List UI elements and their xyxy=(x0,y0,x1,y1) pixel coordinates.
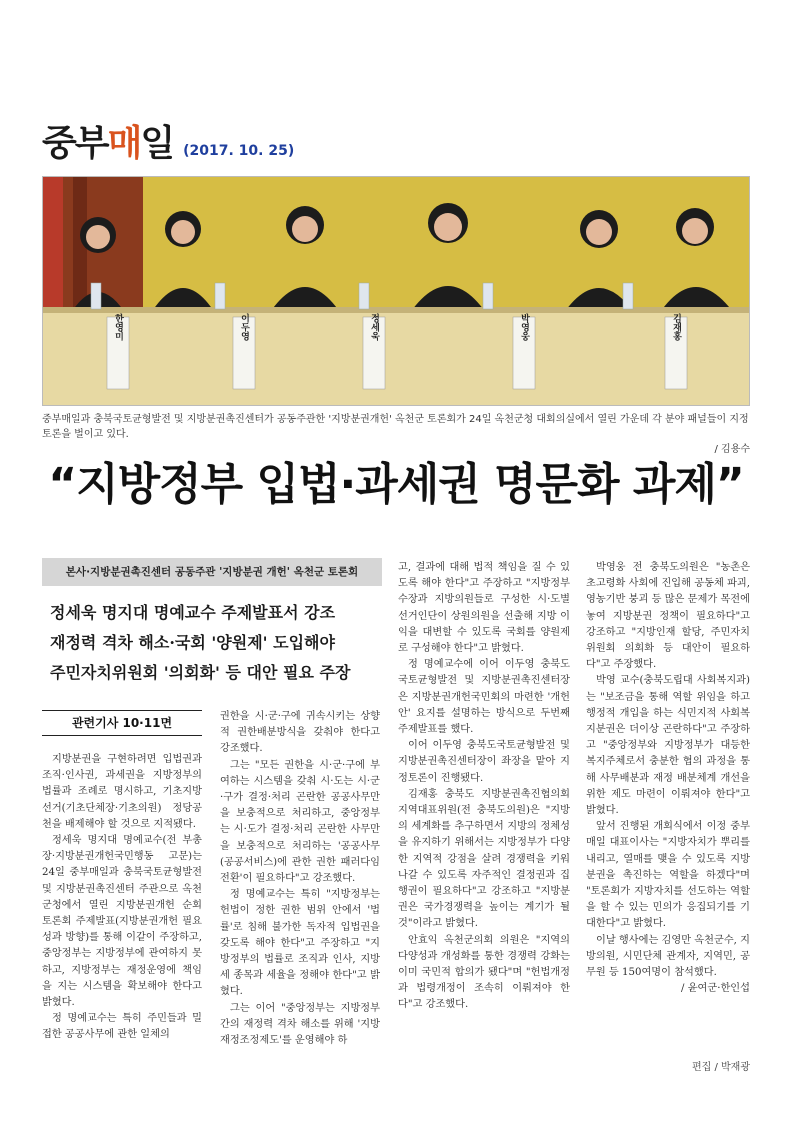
paragraph: 권한을 시·군·구에 귀속시키는 상향적 권한배분방식을 갖춰야 한다고 강조했다. xyxy=(220,711,380,755)
paragraph: 김재홍 충북도 지방분권촉진협의회 지역대표위원(전 충북도의원)은 "지방의 세계화를 추구하면서 지방의 정체성을 유지하기 위해서는 지방정부가 다양한 지역적 강점을 살려 경쟁력을 키워 나갈 수 있도록 자주적인 결정권과 집행권이 필요하다"고 강조하고 "지방분권은 국가경쟁력을 높이는 계기가 될 것"이라고 밝혔다. xyxy=(398,788,570,930)
headline: “지방정부 입법·과세권 명문화 과제” xyxy=(48,459,744,510)
subhead: 재정력 격차 해소·국회 '양원제' 도입해야 xyxy=(50,633,335,652)
paragraph: 안효익 옥천군의회 의원은 "지역의 다양성과 개성화를 통한 경쟁력 강화는 이미 국민적 합의가 됐다"며 "헌법개정과 법령개정이 조속히 이뤄져야 한다"고 강조했다. xyxy=(398,934,570,1011)
paragraph: 박영 교수(충북도립대 사회복지과)는 "보조금을 통해 역할 위임을 하고 행정적 개입을 하는 식민지적 사회복지분권은 더이상 곤란하다"고 주장하고 "중앙정부와 지방정부가 대등한 복지주체로서 충분한 협의 과정을 통해 사무배분과 재정 배분체계 개선을 위한 제도 마련이 이뤄져야 한다"고 밝혔다. xyxy=(586,675,750,817)
nameplate-label: 정세욱 xyxy=(369,313,379,341)
byline: / 윤여군·한인섭 xyxy=(681,983,750,995)
paragraph: 정 명예교수에 이어 이두영 충북도 국토균형발전 및 지방분권촉진센터장은 지방분권개헌국민회의 마련한 '개헌안' 요지를 설명하는 방식으로 두번째 주제발표를 했다. xyxy=(398,659,570,736)
kicker-banner: 본사·지방분권촉진센터 공동주관 '지방분권 개헌' 옥천군 토론회 xyxy=(42,558,382,586)
paragraph: 정세욱 명지대 명예교수(전 부총장·지방분권개헌국민행동 고문)는 24일 중부매일과 충북국토균형발전 및 지방분권촉진센터 주관으로 옥천군청에서 열린 지방분권개헌 순회 토론회 주제발표(지방분권개헌 필요성과 방향)를 통해 이같이 주장하고, 중앙정부는 지방정부에 관여하지 못하고, 지방정부는 재정운영에 책임을 지는 시스템을 확보해야 한다고 밝혔다. xyxy=(42,835,202,1009)
paragraph: 지방분권을 구현하려면 입법권과 조직·인사권, 과세권을 지방정부의 법률과 조례로 명시하고, 기초지방선거(기초단체장·기초의원) 정당공천을 배제해야 할 것으로 지적됐다. xyxy=(42,754,202,830)
masthead xyxy=(42,114,294,164)
paragraph: 박영웅 전 충북도의원은 "농촌은 초고령화 사회에 진입해 공동체 파괴, 영농기반 붕괴 등 많은 문제가 목전에 놓여 지방분권 정책이 필요하다"고 강조하고 "지방인재 할당, 주민자치위원회 의회화 등 대안이 필요하다"고 주장했다. xyxy=(586,562,750,671)
editor-credit: 편집 / 박재광 xyxy=(691,1062,750,1073)
paragraph: 고, 결과에 대해 법적 책임을 질 수 있도록 해야 한다"고 주장하고 "지방정부 수장과 지방의원들로 구성한 시·도별 선거인단이 상원의원을 선출해 지방 이익을 대변할 수 있도록 국회를 양원제로 구성해야 한다"고 밝혔다. xyxy=(398,562,570,655)
nameplate-label: 한영미 xyxy=(113,313,123,341)
photo-credit: / 김용수 xyxy=(714,444,750,455)
subheads xyxy=(42,598,382,688)
article-column-2 xyxy=(220,709,380,1049)
paragraph: 이날 행사에는 김영만 옥천군수, 지방의원, 시민단체 관계자, 지역민, 공무원 등 150여명이 참석했다. xyxy=(586,934,750,979)
related-articles: 관련기사 10·11면 xyxy=(42,710,202,736)
paragraph: 그는 이어 "중앙정부는 지방정부 간의 재정력 격차 해소를 위해 '지방재정조정제도'를 운영해야 하 xyxy=(220,1002,380,1047)
newspaper-logo: 중부매일 xyxy=(42,123,174,164)
paragraph: 그는 "모든 권한을 시·군·구에 부여하는 시스템을 갖춰 시·도는 시·군·구가 결정·처리 곤란한 공공사무만을 보충적으로 처리하고, 중앙정부는 시·도가 결정·처리 곤란한 사무만을 보충적으로 처리하는 '공공사무(공공서비스)에 관한 권한 패러다임 전환'이 필요하다"고 강조했다. xyxy=(220,759,380,885)
publication-date: (2017. 10. 25) xyxy=(183,143,295,159)
paragraph: 이어 이두영 충북도국토균형발전 및 지방분권촉진센터장이 좌장을 맡아 지정토론이 진행됐다. xyxy=(398,740,570,784)
article-column-3 xyxy=(398,560,570,1014)
news-photo xyxy=(42,176,750,406)
paragraph: 정 명예교수는 특히 주민들과 밀접한 공공사무에 관한 일체의 xyxy=(42,1013,202,1041)
nameplate-label: 박영웅 xyxy=(519,313,529,341)
paragraph: 정 명예교수는 특히 "지방정부는 헌법이 정한 권한 범위 안에서 '법률'로 침해 불가한 독자적 입법권을 갖도록 해야 한다"고 주장하고 "지방정부의 법률로 조직과 인사, 지방세 종목과 세율을 정해야 한다"고 밝혔다. xyxy=(220,889,380,998)
caption-text: 중부매일과 충북국토균형발전 및 지방분권촉진센터가 공동주관한 '지방분권개헌' 옥천군 토론회가 24일 옥천군청 대회의실에서 열린 가운데 각 분야 패널들이 지정토론을 벌이고 있다. xyxy=(42,414,749,440)
paragraph: 앞서 진행된 개회식에서 이정 중부매일 대표이사는 "지방자치가 뿌리를 내리고, 열매를 맺을 수 있도록 지방분권을 촉진하는 역할을 하겠다"며 "토론회가 지방자치를 선도하는 역할을 할 수 있는 민의가 응집되기를 기대한다"고 밝혔다. xyxy=(586,821,750,930)
article-column-4 xyxy=(586,560,750,997)
article-column-1 xyxy=(42,752,202,1044)
nameplate-label: 김재홍 xyxy=(671,313,681,341)
subhead: 정세욱 명지대 명예교수 주제발표서 강조 xyxy=(50,603,336,622)
nameplate-label: 이두영 xyxy=(239,313,249,341)
subhead: 주민자치위원회 '의회화' 등 대안 필요 주장 xyxy=(50,663,351,682)
